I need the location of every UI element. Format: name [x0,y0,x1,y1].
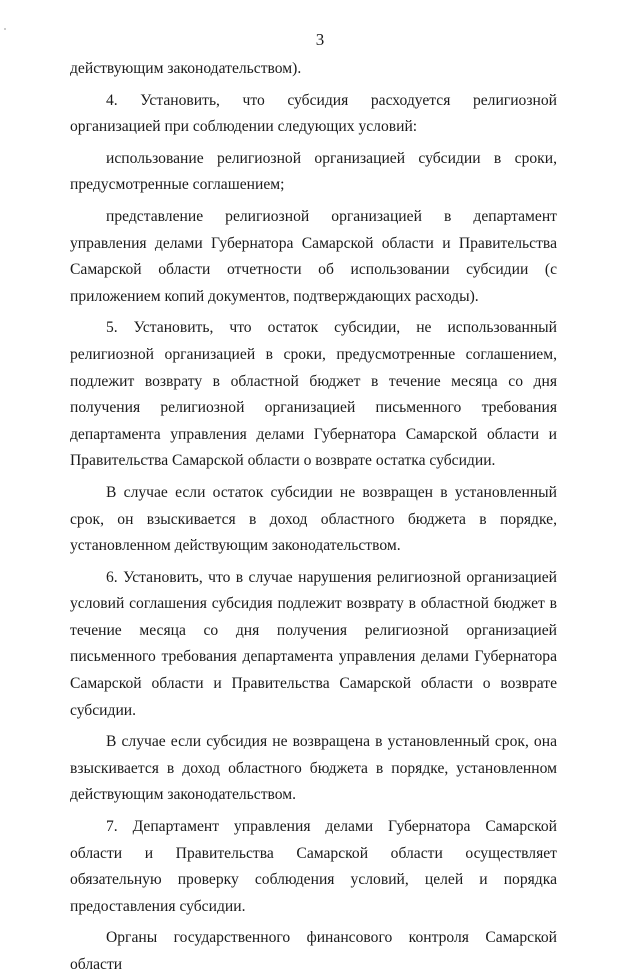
paragraph-item-6-recovery: В случае если субсидия не возвращена в установленный срок, она взыскивается в доход областного бюджета в порядке, установленном действующим законодательством. [70,733,557,804]
paragraph-item-5-recovery: В случае если остаток субсидии не возвращен в установленный срок, он взыскивается в доход областного бюджета в порядке, установленном действующим законодательством. [70,483,557,555]
paragraph-item-6: 6. Установить, что в случае нарушения религиозной организацией условий соглашения субсидия подлежит возврату в областной бюджет в течение месяца со дня получения религиозной организацией письменного требования департамента управления делами Губернатора Самарской области и Правительства Самарской области о возврате субсидии. [70,568,557,719]
paragraph-financial-control: Органы государственного финансового контроля Самарской области [70,929,557,973]
paragraph-item-5: 5. Установить, что остаток субсидии, не использованный религиозной организацией в сроки, предусмотренные соглашением, подлежит возврату в областной бюджет в течение месяца со дня получения религиозной организацией письменного требования департамента управления делами Губернатора Самарской области и Правительства Самарской области о возврате остатка субсидии. [70,319,557,470]
page-number: 3 [315,30,325,49]
paragraph-continuation: действующим законодательством). [70,60,302,77]
paragraph-item-4: 4. Установить, что субсидия расходуется религиозной организацией при соблюдении следующих условий: [70,91,557,136]
paragraph-item-7: 7. Департамент управления делами Губернатора Самарской области и Правительства Самарской области осуществляет обязательную проверку соблюдения условий, целей и порядка предоставления субсидии. [70,818,557,915]
paragraph-condition-2: представление религиозной организацией в департамент управления делами Губернатора Самарской области и Правительства Самарской области отчетности об использовании субсидии (с приложением копий документов, подтверждающих расходы). [70,207,557,305]
paragraph-condition-1: использование религиозной организацией субсидии в сроки, предусмотренные соглашением; [70,149,557,194]
document-body [70,56,557,979]
